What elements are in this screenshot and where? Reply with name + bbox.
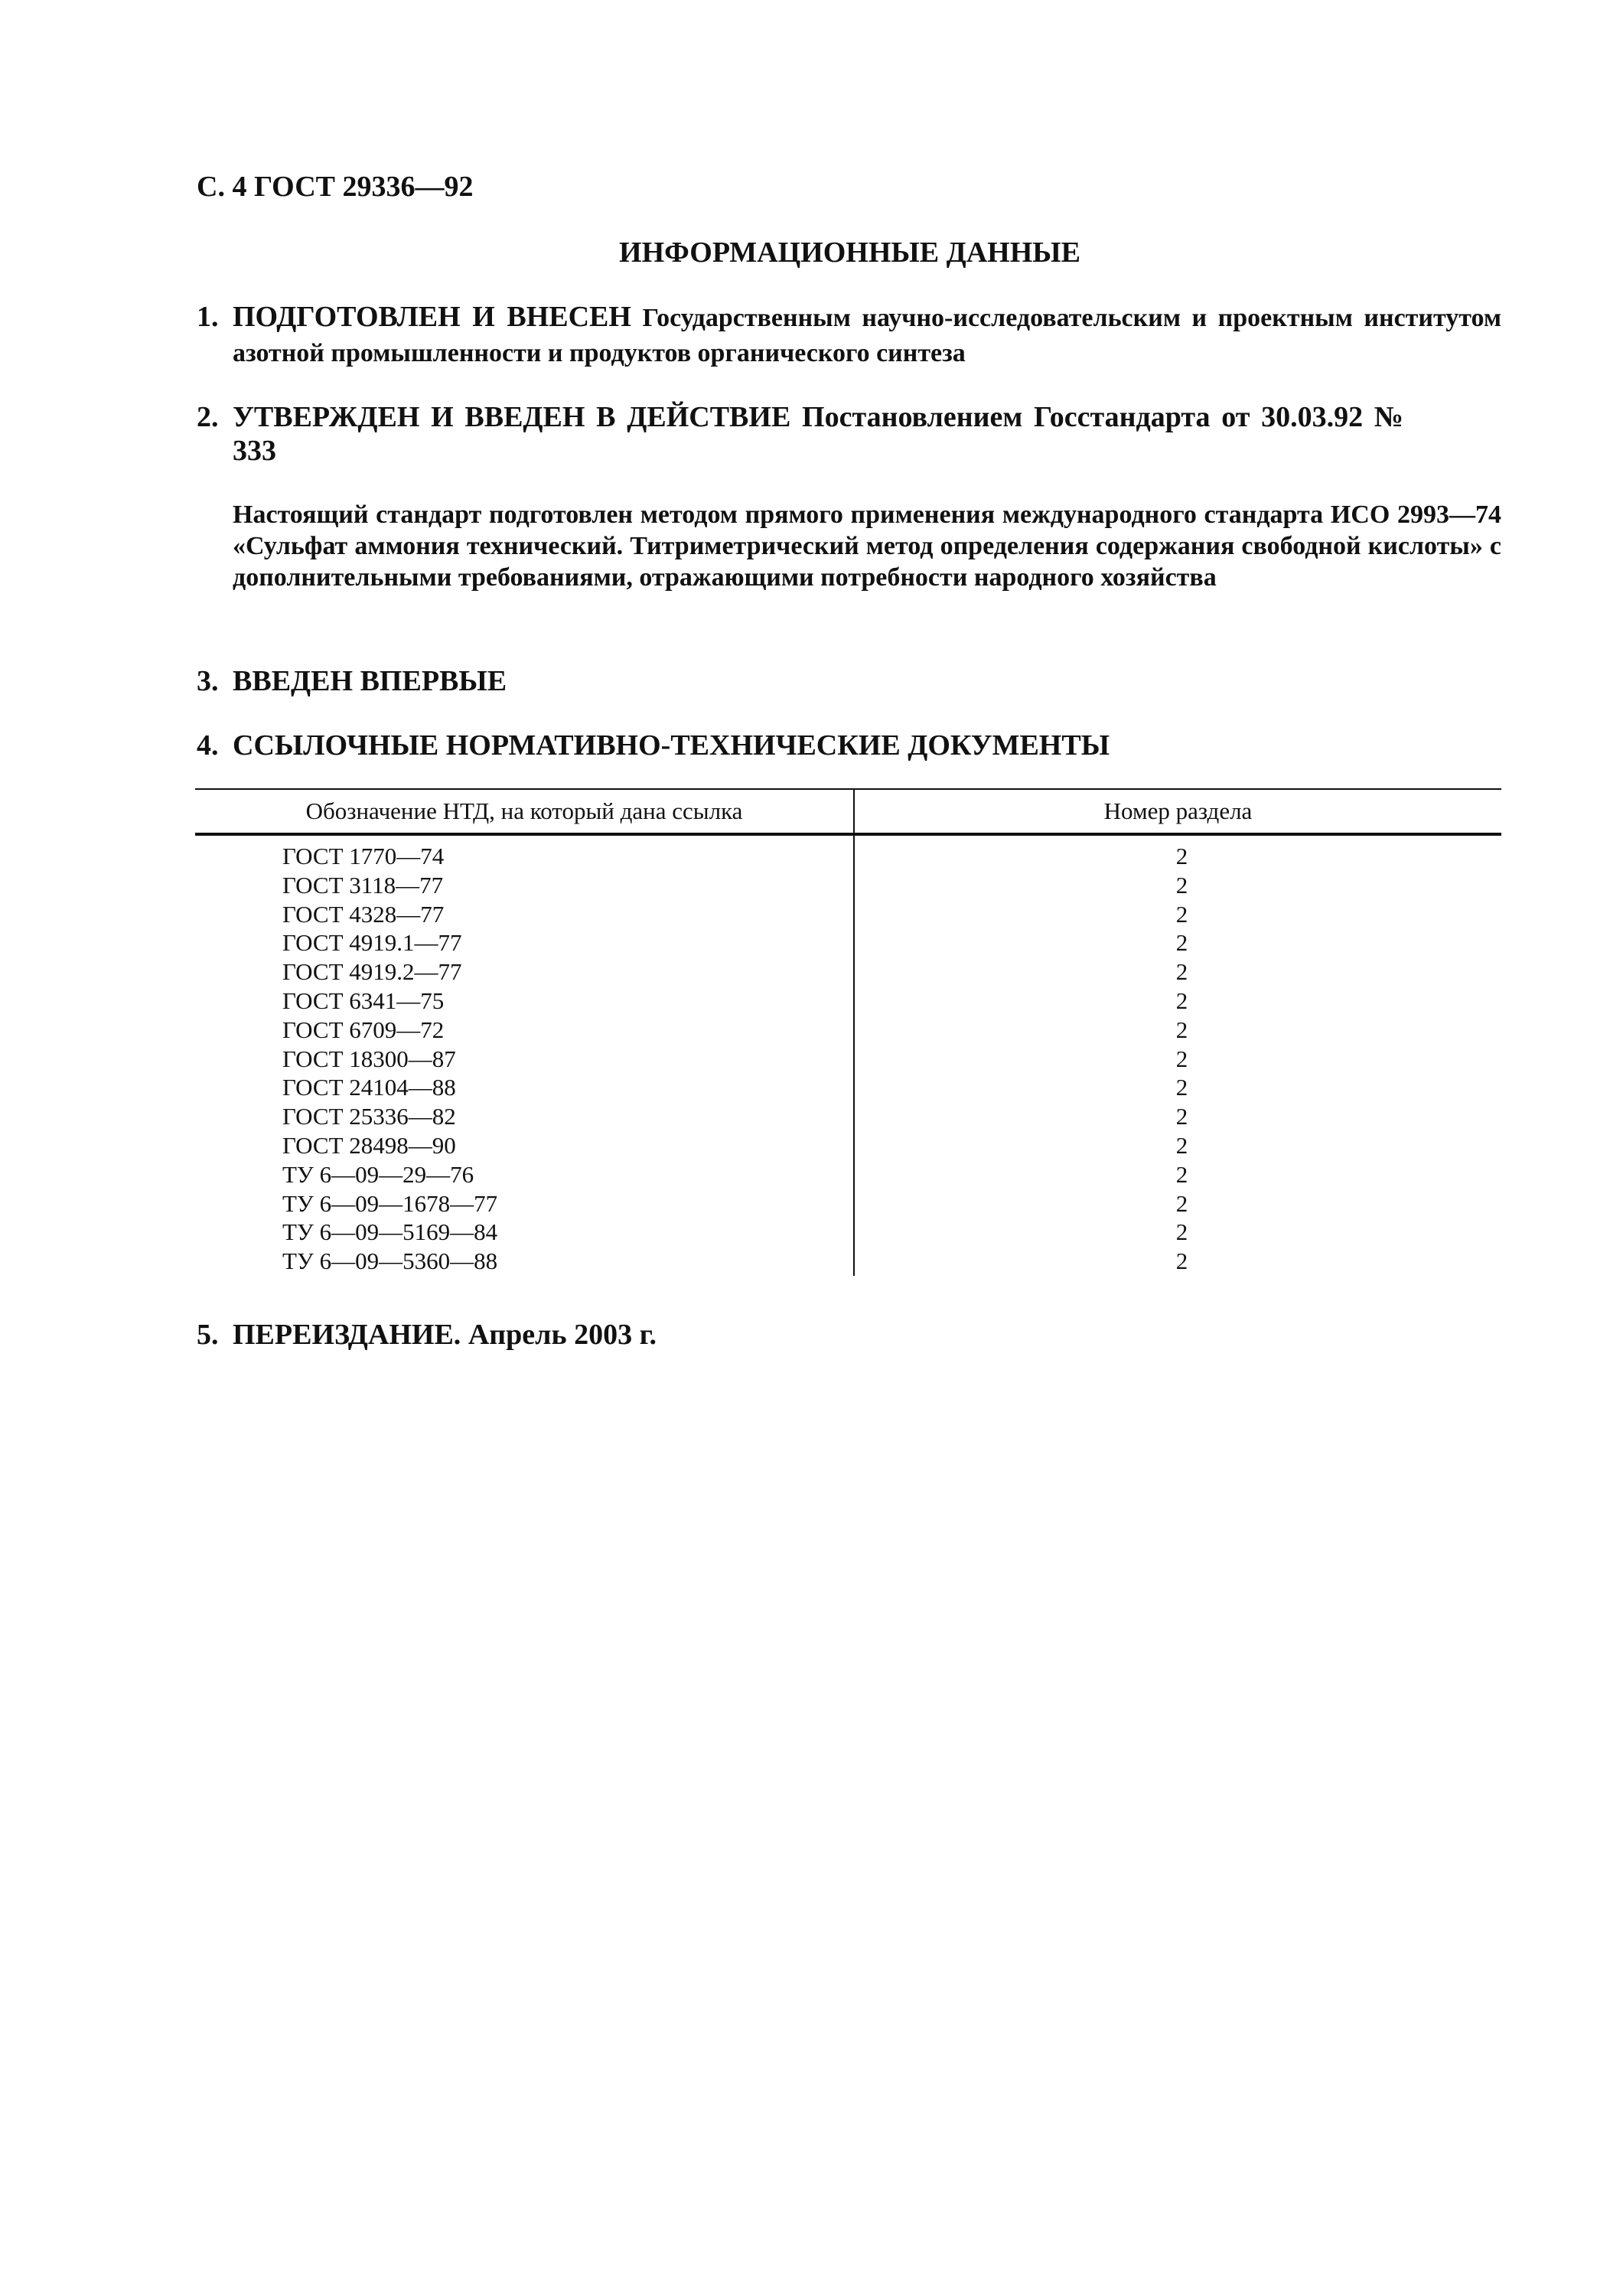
reference-documents-table xyxy=(195,788,1501,1276)
section-number-cell: 2 xyxy=(1175,1074,1188,1101)
section-number-cell: 2 xyxy=(1175,1131,1188,1159)
document-designation-cell: ГОСТ 25336—82 xyxy=(195,1102,854,1131)
table-row xyxy=(195,1160,1501,1189)
document-designation-cell: ГОСТ 18300—87 xyxy=(195,1045,854,1074)
document-designation-cell: ГОСТ 28498—90 xyxy=(195,1131,854,1160)
section-title: ИНФОРМАЦИОННЫЕ ДАННЫЕ xyxy=(619,236,1080,269)
document-designation-cell: ГОСТ 24104—88 xyxy=(195,1073,854,1102)
section-number-cell: 2 xyxy=(1175,1016,1188,1043)
document-designation-cell: ГОСТ 6341—75 xyxy=(195,987,854,1016)
document-designation-cell: ТУ 6—09—5169—84 xyxy=(195,1218,854,1247)
table-header-row xyxy=(195,789,1501,834)
document-designation-cell: ГОСТ 1770—74 xyxy=(195,834,854,871)
table-body xyxy=(195,834,1501,1276)
table-row xyxy=(195,957,1501,987)
section-number-cell: 2 xyxy=(1175,1160,1188,1188)
section-number-cell: 2 xyxy=(1175,900,1188,928)
info-item-4 xyxy=(197,729,1501,762)
standard-note-paragraph: Настоящий стандарт подготовлен методом прямого применения международного стандарта ИСО 2993—74 «Сульфат аммония технический. Титриметрический метод определения содержания свободной кислоты» с дополнительными требованиями, отражающими потребности народного хозяйства xyxy=(233,501,1501,592)
table-row xyxy=(195,1045,1501,1074)
document-designation-cell: ГОСТ 4919.1—77 xyxy=(195,928,854,957)
section-number-cell: 2 xyxy=(1175,1103,1188,1130)
document-designation-cell: ГОСТ 4919.2—77 xyxy=(195,957,854,987)
table-row xyxy=(195,1016,1501,1045)
table-row xyxy=(195,928,1501,957)
item-number: 3. xyxy=(197,665,219,697)
section-number-cell: 2 xyxy=(1175,1247,1188,1275)
column-header-section: Номер раздела xyxy=(854,789,1501,834)
info-item-1 xyxy=(197,300,1501,370)
item-text: Апрель 2003 г. xyxy=(461,1319,657,1351)
item-lead: УТВЕРЖДЕН И ВВЕДЕН В ДЕЙСТВИЕ xyxy=(233,401,791,433)
section-number-cell: 2 xyxy=(1175,987,1188,1014)
document-designation-cell: ГОСТ 3118—77 xyxy=(195,871,854,900)
table-row xyxy=(195,871,1501,900)
page-header: С. 4 ГОСТ 29336—92 xyxy=(197,171,474,203)
item-lead: ПЕРЕИЗДАНИЕ. xyxy=(233,1319,461,1351)
item-number: 2. xyxy=(197,401,219,433)
section-number-cell: 2 xyxy=(1175,1045,1188,1072)
table-row xyxy=(195,1102,1501,1131)
document-designation-cell: ГОСТ 6709—72 xyxy=(195,1016,854,1045)
table-row xyxy=(195,1189,1501,1218)
item-lead: ВВЕДЕН ВПЕРВЫЕ xyxy=(233,665,507,697)
item-lead: ССЫЛОЧНЫЕ НОРМАТИВНО-ТЕХНИЧЕСКИЕ ДОКУМЕНТЫ xyxy=(233,729,1110,762)
item-number: 5. xyxy=(197,1319,219,1351)
table-row xyxy=(195,900,1501,929)
item-text: Государственным научно-исследовательским и проектным институтом азотной промышленности и продуктов органического синтеза xyxy=(233,304,1501,367)
item-number: 1. xyxy=(197,301,219,333)
info-item-5 xyxy=(197,1318,1501,1352)
table-row xyxy=(195,1247,1501,1276)
table-row xyxy=(195,1073,1501,1102)
item-lead: ПОДГОТОВЛЕН И ВНЕСЕН xyxy=(233,301,631,333)
table-row xyxy=(195,987,1501,1016)
info-item-2 xyxy=(197,400,1501,468)
document-designation-cell: ТУ 6—09—5360—88 xyxy=(195,1247,854,1276)
section-number-cell: 2 xyxy=(1175,843,1188,869)
section-number-cell: 2 xyxy=(1175,871,1188,899)
document-designation-cell: ТУ 6—09—1678—77 xyxy=(195,1189,854,1218)
item-number: 4. xyxy=(197,729,219,762)
table-row xyxy=(195,834,1501,871)
document-designation-cell: ТУ 6—09—29—76 xyxy=(195,1160,854,1189)
info-item-3 xyxy=(197,664,1501,698)
section-number-cell: 2 xyxy=(1175,1189,1188,1217)
table-row xyxy=(195,1131,1501,1160)
item-text: Постановлением Госстандарта от 30.03.92 № 333 xyxy=(233,401,1403,467)
section-number-cell: 2 xyxy=(1175,929,1188,957)
column-header-document: Обозначение НТД, на который дана ссылка xyxy=(195,789,854,834)
section-number-cell: 2 xyxy=(1175,1218,1188,1246)
section-number-cell: 2 xyxy=(1175,958,1188,986)
table-row xyxy=(195,1218,1501,1247)
document-designation-cell: ГОСТ 4328—77 xyxy=(195,900,854,929)
